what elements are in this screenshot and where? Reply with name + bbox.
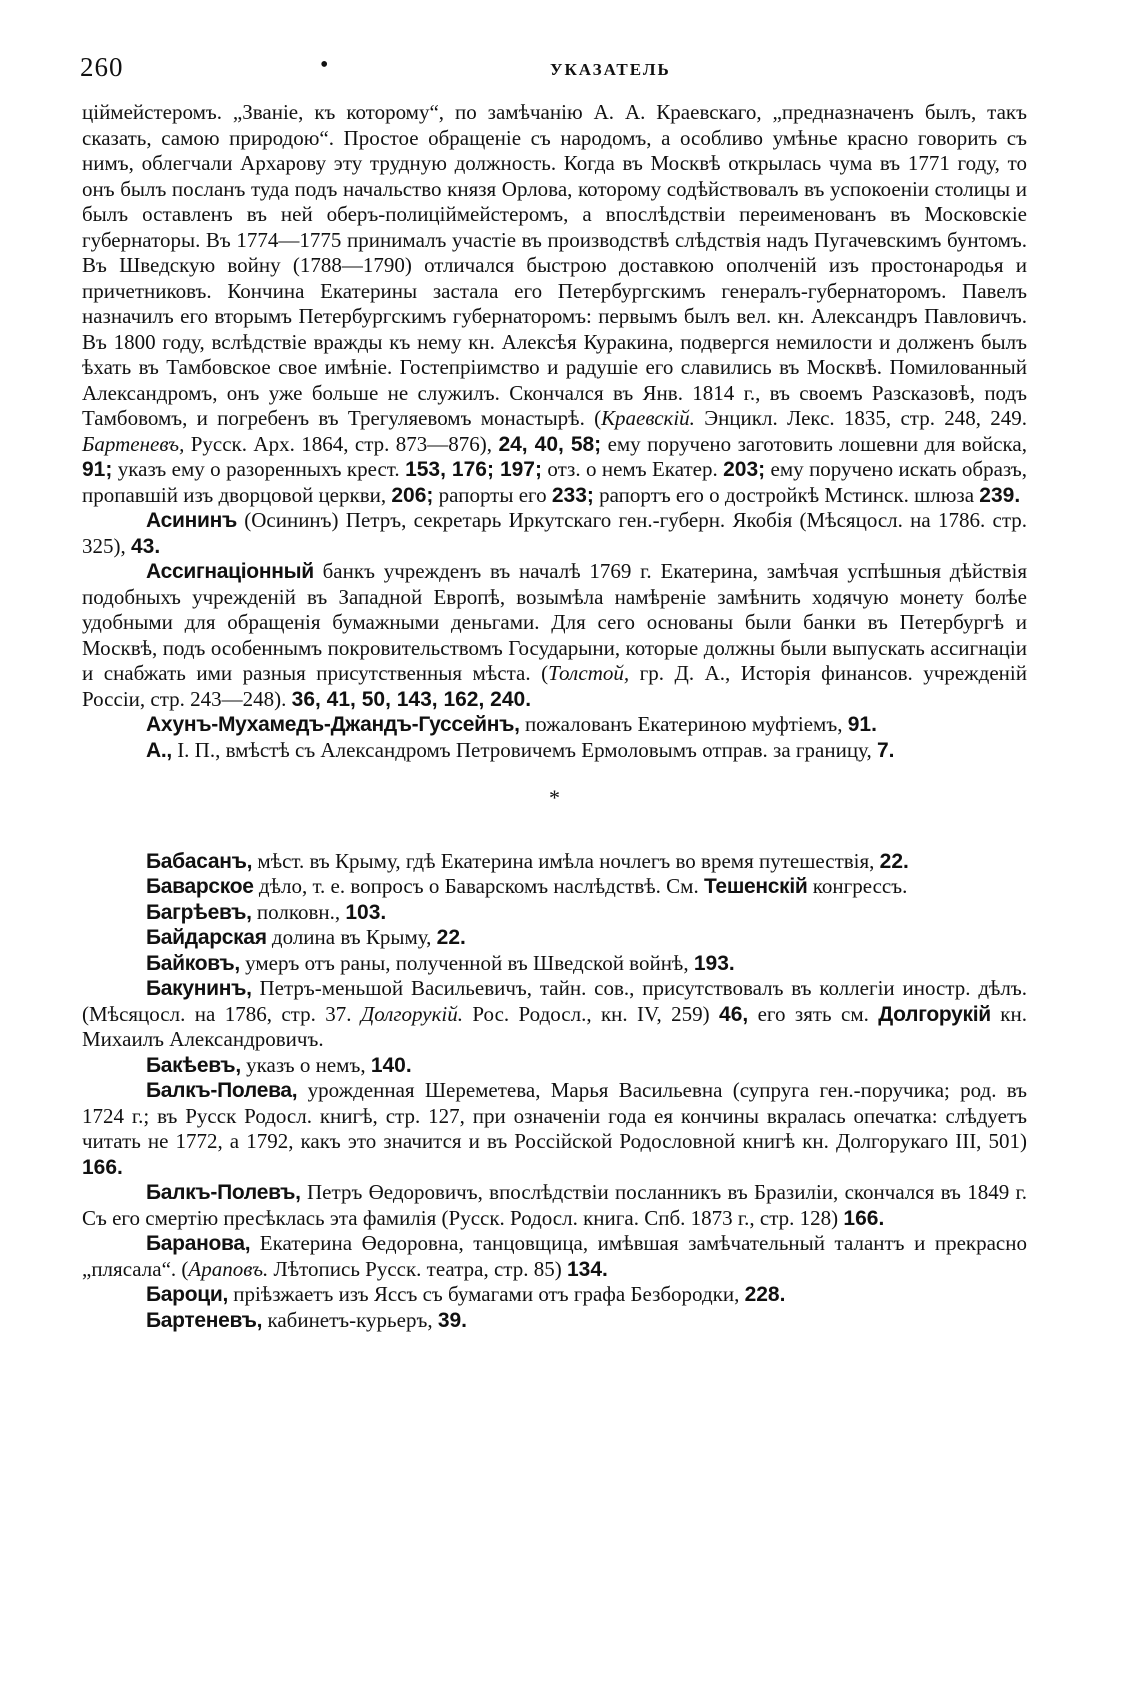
- page-references: 228.: [744, 1283, 786, 1306]
- entry-text: дѣло, т. е. вопросъ о Баварскомъ наслѣдствѣ. См.: [253, 874, 704, 898]
- entry-text: ему поручено искать образъ, пропавшій изъ дворцовой церкви,: [82, 457, 1027, 507]
- entry-text: отз. о немъ Екатер.: [541, 457, 724, 481]
- entry-text: I. П., вмѣстѣ съ Александромъ Петровичемъ Ермоловымъ отправ. за границу,: [171, 737, 877, 762]
- source-citation: Долгорукій.: [360, 1001, 463, 1026]
- page-header: [80, 52, 1025, 92]
- entry-headword: Ахунъ-Мухамедъ-Джандъ-Гуссейнъ,: [146, 713, 520, 736]
- page-references: 39.: [437, 1308, 468, 1332]
- page-references: 103.: [345, 900, 387, 924]
- entry-text: Рос. Родосл., кн. IV, 259): [463, 1001, 720, 1026]
- entry-text: пожалованъ Екатериною муфтіемъ,: [519, 712, 848, 736]
- page-references: 91.: [847, 713, 877, 736]
- entry-text: указъ о немъ,: [240, 1052, 371, 1077]
- entry-text: ціймейстеромъ. „Званіе, къ которому“, по замѣчанію А. А. Краевскаго, „предназначенъ былъ, такъ сказать, самою природою“. Простое обращеніе съ народомъ, а особливо умѣнье красно говорить съ нимъ, облегчали Архарову эту трудную должность. Когда въ Москвѣ открылась чума въ 1771 году, то онъ былъ посланъ туда подъ начальство князя Орлова, которому содѣйствовалъ въ успокоеніи столицы и былъ оставленъ въ ней оберъ-полиціймейстеромъ, а впослѣдствіи переименованъ въ Московскіе губернаторы. Въ 1774—1775 принималъ участіе въ производствѣ слѣдствія надъ Пугачевскимъ бунтомъ. Въ Шведскую войну (1788—1790) отличался быстрою доставкою ополченій изъ простонародья и причетниковъ. Кончина Екатерины застала его Петербургскимъ генералъ-губернаторомъ. Павелъ назначилъ его вторымъ Петербургскимъ губернаторомъ: первымъ былъ вел. кн. Александръ Павловичъ. Въ 1800 году, вслѣдствіе вражды къ нему кн. Алексѣя Куракина, подвергся немилости и долженъ былъ ѣхать въ Тамбовское свое имѣніе. Гостепріимство и радушіе его славились въ Москвѣ. Помилованный Александромъ, онъ уже больше не служилъ. Скончался въ Янв. 1814 г., въ своемъ Разсказовѣ, подъ Тамбовомъ, и погребенъ въ Трегуляевомъ монастырѣ. (: [82, 100, 1027, 430]
- entry-text: Петръ Өедоровичъ, впослѣдствіи посланникъ въ Бразиліи, скончался въ 1849 г. Съ его смертію пресѣклась эта фамилія (Русск. Родосл. книга. Спб. 1873 г., стр. 128): [82, 1180, 1027, 1230]
- index-entry: [82, 1053, 1027, 1079]
- section-separator: *: [549, 785, 560, 810]
- page-references: 193.: [693, 951, 735, 975]
- entry-text: Петръ-меньшой Васильевичъ, тайн. сов., присутствовалъ въ коллегіи иностр. дѣлъ. (Мѣсяцосл. на 1786, стр. 37.: [82, 976, 1027, 1026]
- page-references: 166.: [82, 1155, 123, 1179]
- entry-text: рапорты его: [433, 482, 552, 507]
- index-entry: [82, 1308, 1027, 1334]
- running-head: УКАЗАТЕЛЬ: [550, 60, 671, 79]
- index-entry: [82, 900, 1027, 926]
- entry-text: Энцикл. Лекс. 1835, стр. 248, 249.: [704, 406, 1027, 430]
- entry-text: указъ ему о разоренныхъ крест.: [112, 457, 406, 481]
- entry-text: пріѣзжаетъ изъ Яссъ съ бумагами отъ графа Безбородки,: [227, 1282, 745, 1306]
- page-references: 22.: [879, 849, 909, 873]
- header-dot: •: [320, 52, 329, 78]
- source-citation: Краевскій.: [601, 406, 705, 430]
- entry-headword: Бартеневъ,: [146, 1308, 263, 1332]
- entry-headword: Асининъ: [146, 509, 237, 532]
- index-entry: [82, 738, 1027, 764]
- index-entry: [82, 1180, 1027, 1231]
- index-entry: [82, 849, 1027, 875]
- entry-text: кн. Михаилъ Александровичъ.: [82, 1001, 1027, 1051]
- page-references: 134.: [566, 1257, 608, 1281]
- entry-headword: Балкъ-Полевъ,: [146, 1181, 301, 1204]
- entry-text: кабинетъ-курьеръ,: [262, 1307, 438, 1332]
- page-references: 233;: [551, 483, 594, 507]
- entry-text: конгрессъ.: [807, 874, 908, 898]
- entry-text: полковн.,: [251, 899, 346, 924]
- page-references: 140.: [370, 1053, 412, 1077]
- entry-text: банкъ учрежденъ въ началѣ 1769 г. Екатерина, замѣчая успѣшныя дѣйствія подобныхъ учрежденій въ Западной Европѣ, возымѣла намѣреніе замѣнить ходячую монету болѣе удобными для обращенія бумажными деньгами. Для сего основаны были банки въ Петербургѣ и Москвѣ, подъ особеннымъ покровительствомъ Государыни, которые должны были выпускать ассигнаціи и снабжать ими разныя присутственныя мѣста. (: [82, 559, 1027, 685]
- entry-headword: Бароци,: [146, 1283, 228, 1306]
- page-references: 43.: [131, 534, 161, 558]
- page-references: 239.: [979, 483, 1021, 507]
- index-entry: [82, 559, 1027, 712]
- entry-text: ему поручено заготовить лошевни для войска,: [601, 431, 1028, 456]
- page-references: 166.: [843, 1206, 885, 1230]
- entry-headword: Долгорукій: [878, 1002, 991, 1026]
- page-references: 24, 40, 58;: [498, 432, 602, 456]
- index-entry: [82, 925, 1027, 951]
- index-entry: [82, 1231, 1027, 1282]
- index-entry: [82, 712, 1027, 738]
- entry-text: умеръ отъ раны, полученной въ Шведской войнѣ,: [239, 950, 694, 975]
- page-references: 153, 176; 197;: [405, 458, 542, 481]
- entry-text: мѣст. въ Крыму, гдѣ Екатерина имѣла ночлегъ во время путешествія,: [252, 848, 880, 873]
- page-references: 206;: [391, 483, 434, 507]
- entry-headword: Баранова,: [146, 1232, 251, 1255]
- entry-text: Екатерина Өедоровна, танцовщица, имѣвшая замѣчательный талантъ и прекрасно „плясала“. (: [82, 1231, 1027, 1281]
- index-entry: [82, 508, 1027, 559]
- source-citation: Бартеневъ,: [82, 431, 191, 456]
- entry-text: рапортъ его о достройкѣ Мстинск. шлюза: [593, 482, 980, 507]
- entry-headword: Багрѣевъ,: [146, 900, 252, 924]
- entries-section-b: [82, 849, 1027, 1334]
- entries-section-a: [82, 100, 1027, 763]
- entry-headword: Байковъ,: [146, 951, 240, 975]
- index-text: [82, 100, 1027, 1333]
- entry-headword: Бакѣевъ,: [146, 1053, 241, 1077]
- index-entry: [82, 1078, 1027, 1180]
- entry-text: (Осининъ) Петръ, секретарь Иркутскаго ген.-губерн. Якобія (Мѣсяцосл. на 1786. стр. 325),: [82, 508, 1027, 558]
- index-entry: [82, 874, 1027, 900]
- page-references: 91;: [82, 458, 113, 481]
- source-citation: Толстой,: [548, 661, 630, 685]
- entry-text: урожденная Шереметева, Марья Васильевна (супруга ген.-поручика; род. въ 1724 г.; въ Русск Родосл. книгѣ, стр. 127, при означеніи года ея кончины вкралась опечатка: слѣдуетъ читать не 1772, а 1792, какъ это значится и въ Россійской Родословной книгѣ кн. Долгорукаго III, 501): [82, 1078, 1027, 1153]
- page-references: 7.: [876, 738, 895, 762]
- index-entry: [82, 951, 1027, 977]
- page-references: 36, 41, 50, 143, 162, 240.: [291, 687, 532, 711]
- entry-text: Русск. Арх. 1864, стр. 873—876),: [190, 431, 499, 456]
- page-references: 22.: [436, 926, 466, 949]
- entry-text: его зять см.: [748, 1001, 879, 1026]
- entry-headword: Баварское: [146, 875, 254, 898]
- entry-headword: Байдарская: [146, 926, 267, 949]
- entry-headword: А.,: [146, 738, 172, 762]
- entry-text: Лѣтопись Русск. театра, стр. 85): [268, 1256, 567, 1281]
- page-references: 203;: [723, 458, 766, 481]
- entry-headword: Тешенскій: [703, 875, 808, 898]
- entry-headword: Балкъ-Полева,: [146, 1079, 298, 1102]
- entry-headword: Бабасанъ,: [146, 849, 253, 873]
- source-citation: Араповъ.: [188, 1256, 269, 1281]
- entry-headword: Ассигнаціонный: [146, 560, 314, 583]
- page-references: 46,: [719, 1002, 749, 1026]
- entry-headword: Бакунинъ,: [146, 977, 252, 1000]
- entry-text: гр. Д. А., Исторія финансов. учрежденій Россіи, стр. 243—248).: [82, 661, 1027, 711]
- index-entry: [82, 1282, 1027, 1308]
- index-entry: [82, 100, 1027, 508]
- index-entry: [82, 976, 1027, 1053]
- entry-text: долина въ Крыму,: [266, 925, 437, 949]
- page-number: 260: [80, 52, 124, 82]
